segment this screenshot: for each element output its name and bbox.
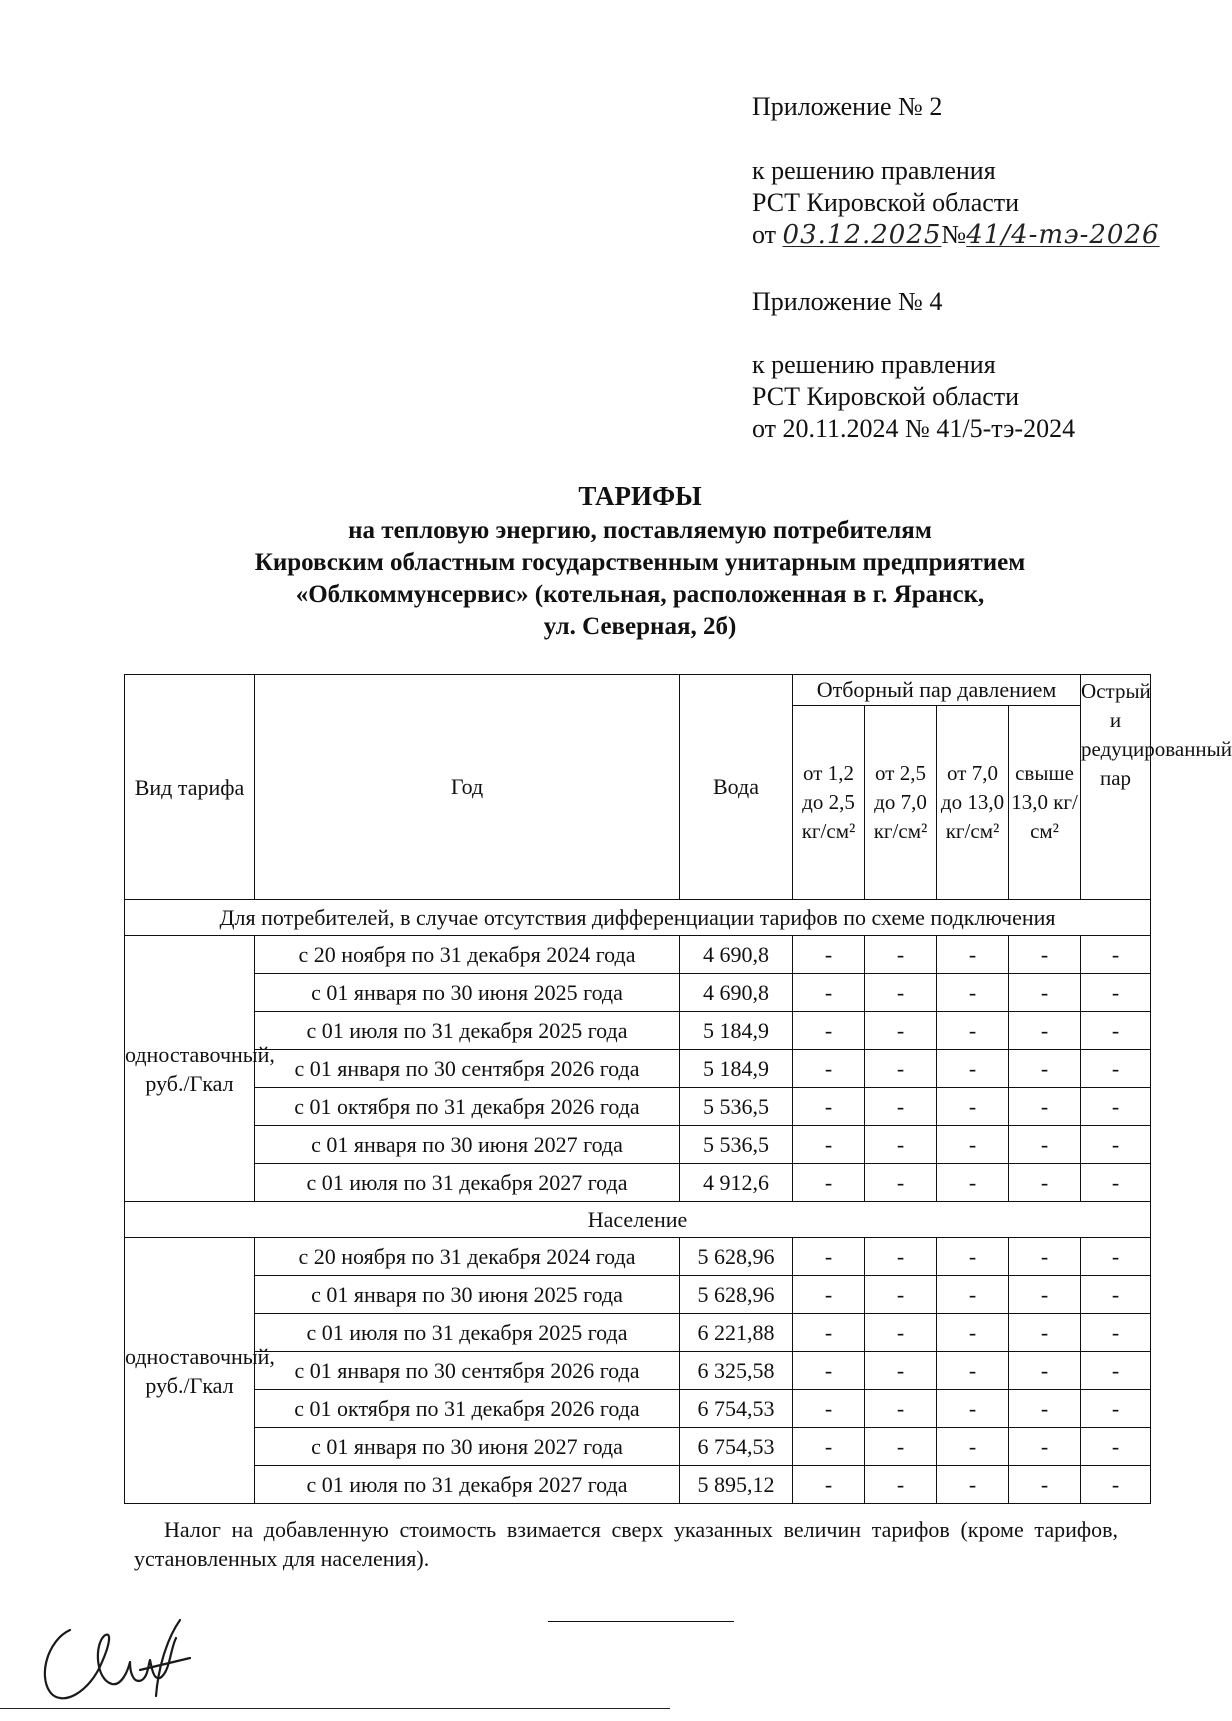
- title-line4: ул. Северная, 2б): [543, 613, 737, 640]
- cell-steam-2: -: [865, 936, 937, 974]
- cell-water: 5 895,12: [680, 1466, 793, 1504]
- cell-steam-2: -: [865, 1088, 937, 1126]
- cell-steam-3: -: [937, 1238, 1009, 1276]
- cell-steam-3: -: [937, 1012, 1009, 1050]
- table-row: [125, 1352, 1151, 1390]
- document-title: [120, 477, 1160, 643]
- cell-steam-3: -: [937, 1428, 1009, 1466]
- cell-sharp-steam: -: [1081, 1126, 1151, 1164]
- cell-steam-1: -: [793, 1012, 865, 1050]
- appendix4-title: Приложение № 4: [752, 287, 943, 316]
- cell-sharp-steam: -: [1081, 1314, 1151, 1352]
- period-cell: с 01 июля по 31 декабря 2027 года: [255, 1164, 680, 1202]
- cell-steam-1: -: [793, 1390, 865, 1428]
- table-row: [125, 1466, 1151, 1504]
- period-cell: с 01 июля по 31 декабря 2027 года: [255, 1466, 680, 1504]
- appendix2-line2: РСТ Кировской области: [752, 188, 1020, 217]
- cell-steam-4: -: [1009, 1088, 1081, 1126]
- cell-steam-1: -: [793, 1466, 865, 1504]
- cell-water: 6 754,53: [680, 1428, 793, 1466]
- cell-steam-1: -: [793, 974, 865, 1012]
- cell-steam-2: -: [865, 1428, 937, 1466]
- section-header-row: [125, 900, 1151, 936]
- appendix4-line2: РСТ Кировской области: [752, 382, 1020, 411]
- cell-steam-1: -: [793, 1238, 865, 1276]
- cell-water: 5 628,96: [680, 1238, 793, 1276]
- cell-water: 6 325,58: [680, 1352, 793, 1390]
- cell-water: 5 628,96: [680, 1276, 793, 1314]
- period-cell: с 01 января по 30 сентября 2026 года: [255, 1050, 680, 1088]
- cell-water: 6 754,53: [680, 1390, 793, 1428]
- section-header-row: [125, 1202, 1151, 1238]
- header-steam-2: от 2,5 до 7,0 кг/см²: [865, 706, 937, 900]
- header-steam-3: от 7,0 до 13,0 кг/см²: [937, 706, 1009, 900]
- period-cell: с 01 января по 30 сентября 2026 года: [255, 1352, 680, 1390]
- table-row: [125, 1164, 1151, 1202]
- cell-steam-2: -: [865, 1390, 937, 1428]
- tariff-type-cell: одноставочный, руб./Гкал: [125, 1238, 255, 1504]
- cell-steam-3: -: [937, 1050, 1009, 1088]
- header-sharp-steam: Острый и редуцированный пар: [1081, 675, 1151, 900]
- handwritten-date: 03.12.2025: [782, 220, 942, 250]
- cell-water: 4 690,8: [680, 936, 793, 974]
- cell-steam-1: -: [793, 1126, 865, 1164]
- header-steam-group: Отборный пар давлением: [793, 675, 1081, 706]
- cell-steam-4: -: [1009, 1164, 1081, 1202]
- period-cell: с 01 октября по 31 декабря 2026 года: [255, 1390, 680, 1428]
- cell-steam-3: -: [937, 936, 1009, 974]
- table-row: [125, 1390, 1151, 1428]
- cell-steam-3: -: [937, 1466, 1009, 1504]
- table-row: [125, 1428, 1151, 1466]
- cell-steam-3: -: [937, 1352, 1009, 1390]
- table-row: [125, 1276, 1151, 1314]
- header-steam-4: свыше 13,0 кг/см²: [1009, 706, 1081, 900]
- cell-steam-3: -: [937, 1314, 1009, 1352]
- period-cell: с 20 ноября по 31 декабря 2024 года: [255, 936, 680, 974]
- cell-steam-3: -: [937, 974, 1009, 1012]
- title-line2: Кировским областным государственным унитарным предприятием: [254, 549, 1026, 576]
- cell-sharp-steam: -: [1081, 936, 1151, 974]
- appendix2-line1: к решению правления: [752, 156, 996, 185]
- section-title: Для потребителей, в случае отсутствия дифференциации тарифов по схеме подключения: [125, 900, 1151, 936]
- vat-note: Налог на добавленную стоимость взимается сверх указанных величин тарифов (кроме тарифов, установленных для населения).: [134, 1517, 1118, 1571]
- period-cell: с 01 января по 30 июня 2027 года: [255, 1428, 680, 1466]
- cell-steam-4: -: [1009, 1352, 1081, 1390]
- cell-steam-1: -: [793, 1314, 865, 1352]
- table-row: [125, 1314, 1151, 1352]
- cell-steam-1: -: [793, 1352, 865, 1390]
- table-row: [125, 1126, 1151, 1164]
- cell-sharp-steam: -: [1081, 1276, 1151, 1314]
- cell-steam-2: -: [865, 1276, 937, 1314]
- cell-steam-2: -: [865, 1466, 937, 1504]
- period-cell: с 01 октября по 31 декабря 2026 года: [255, 1088, 680, 1126]
- period-cell: с 01 января по 30 июня 2025 года: [255, 974, 680, 1012]
- cell-steam-1: -: [793, 1276, 865, 1314]
- cell-sharp-steam: -: [1081, 1390, 1151, 1428]
- cell-sharp-steam: -: [1081, 974, 1151, 1012]
- bottom-rule: [0, 1708, 670, 1709]
- cell-sharp-steam: -: [1081, 1012, 1151, 1050]
- table-row: [125, 1238, 1151, 1276]
- period-cell: с 01 января по 30 июня 2025 года: [255, 1276, 680, 1314]
- cell-steam-2: -: [865, 1238, 937, 1276]
- cell-steam-2: -: [865, 1164, 937, 1202]
- appendix4-line3: от 20.11.2024 № 41/5-тэ-2024: [752, 414, 1076, 443]
- cell-sharp-steam: -: [1081, 1050, 1151, 1088]
- cell-water: 5 184,9: [680, 1012, 793, 1050]
- cell-steam-2: -: [865, 1050, 937, 1088]
- handwritten-number: 41/4-тэ-2026: [966, 220, 1160, 250]
- cell-sharp-steam: -: [1081, 1352, 1151, 1390]
- cell-steam-2: -: [865, 1314, 937, 1352]
- tariff-type-cell: одноставочный, руб./Гкал: [125, 936, 255, 1202]
- header-year: Год: [255, 675, 680, 900]
- handwritten-signature-icon: [30, 1600, 210, 1715]
- table-row: [125, 936, 1151, 974]
- cell-steam-4: -: [1009, 1050, 1081, 1088]
- cell-steam-4: -: [1009, 1012, 1081, 1050]
- cell-water: 4 690,8: [680, 974, 793, 1012]
- cell-sharp-steam: -: [1081, 1428, 1151, 1466]
- tariff-table: [124, 674, 1232, 1504]
- period-cell: с 01 июля по 31 декабря 2025 года: [255, 1314, 680, 1352]
- cell-steam-1: -: [793, 1088, 865, 1126]
- cell-steam-4: -: [1009, 1276, 1081, 1314]
- cell-steam-1: -: [793, 1050, 865, 1088]
- cell-steam-1: -: [793, 1164, 865, 1202]
- cell-steam-2: -: [865, 1352, 937, 1390]
- cell-steam-3: -: [937, 1390, 1009, 1428]
- appendix2-decision-line: [752, 219, 1160, 251]
- separator-line: [548, 1621, 734, 1622]
- appendix2-ot: от: [752, 220, 777, 249]
- cell-steam-3: -: [937, 1126, 1009, 1164]
- cell-water: 6 221,88: [680, 1314, 793, 1352]
- header-water: Вода: [680, 675, 793, 900]
- period-cell: с 20 ноября по 31 декабря 2024 года: [255, 1238, 680, 1276]
- table-row: [125, 974, 1151, 1012]
- cell-sharp-steam: -: [1081, 1238, 1151, 1276]
- cell-sharp-steam: -: [1081, 1466, 1151, 1504]
- cell-steam-1: -: [793, 1428, 865, 1466]
- cell-steam-3: -: [937, 1164, 1009, 1202]
- cell-steam-3: -: [937, 1276, 1009, 1314]
- cell-steam-2: -: [865, 1012, 937, 1050]
- cell-steam-2: -: [865, 974, 937, 1012]
- period-cell: с 01 января по 30 июня 2027 года: [255, 1126, 680, 1164]
- title-main: ТАРИФЫ: [578, 481, 702, 511]
- header-tariff-type: Вид тарифа: [125, 675, 255, 900]
- cell-steam-1: -: [793, 936, 865, 974]
- cell-steam-4: -: [1009, 1314, 1081, 1352]
- table-row: [125, 1050, 1151, 1088]
- title-line1: на тепловую энергию, поставляемую потребителям: [348, 517, 932, 544]
- cell-water: 5 184,9: [680, 1050, 793, 1088]
- appendix2-title: Приложение № 2: [752, 92, 943, 121]
- cell-steam-4: -: [1009, 1126, 1081, 1164]
- header-row-1: [125, 675, 1151, 706]
- title-line3: «Облкоммунсервис» (котельная, расположенная в г. Яранск,: [295, 581, 985, 608]
- appendix4-line1: к решению правления: [752, 350, 996, 379]
- cell-steam-4: -: [1009, 1238, 1081, 1276]
- table-row: [125, 1088, 1151, 1126]
- cell-steam-4: -: [1009, 974, 1081, 1012]
- appendix2-num-sign: №: [941, 220, 967, 249]
- cell-steam-4: -: [1009, 1390, 1081, 1428]
- table-row: [125, 1012, 1151, 1050]
- header-steam-1: от 1,2 до 2,5 кг/см²: [793, 706, 865, 900]
- cell-sharp-steam: -: [1081, 1164, 1151, 1202]
- cell-steam-4: -: [1009, 1466, 1081, 1504]
- cell-steam-4: -: [1009, 1428, 1081, 1466]
- cell-sharp-steam: -: [1081, 1088, 1151, 1126]
- tariff-table-body: [125, 900, 1151, 1504]
- cell-water: 5 536,5: [680, 1126, 793, 1164]
- cell-steam-2: -: [865, 1126, 937, 1164]
- cell-steam-3: -: [937, 1088, 1009, 1126]
- cell-water: 5 536,5: [680, 1088, 793, 1126]
- cell-water: 4 912,6: [680, 1164, 793, 1202]
- cell-steam-4: -: [1009, 936, 1081, 974]
- period-cell: с 01 июля по 31 декабря 2025 года: [255, 1012, 680, 1050]
- section-title: Население: [125, 1202, 1151, 1238]
